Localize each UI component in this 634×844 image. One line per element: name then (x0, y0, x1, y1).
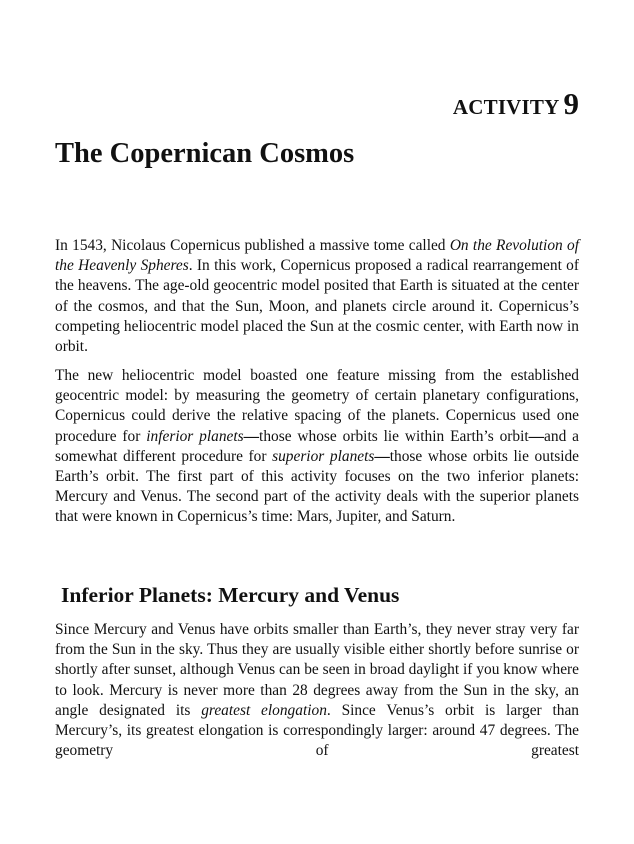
text-run: . In this work, Copernicus proposed a radical rearrangement of the heavens. The age-old geocentric model posited that Earth is situated at the center of the cosmos, and that the Sun, Moon, and planets circle around it. Copernicus’s competing heliocentric model placed the Sun at the cosmic center, with Earth now in orbit. (55, 257, 579, 356)
text-run: The new heliocentric model boasted one feature missing from the established geocentric model: by measuring the geometry of certain planetary configurations, Copernicus could derive the relative spacing of the planets. Copernicus used one procedure for (55, 367, 579, 445)
term-superior-planets: superior planets (272, 447, 375, 465)
text-run: Since Mercury and Venus have orbits smaller than Earth’s, they never stray very far from the Sun in the sky. Thus they are usually visible either shortly before sunrise or shortly after sunset, although Venus can be seen in broad daylight if you know where to look. Mercury is never more than 28 degrees away from the Sun in the sky, an angle designated its (55, 621, 579, 719)
em-dash: — (528, 427, 545, 445)
em-dash: — (374, 447, 390, 465)
book-title: On the Revolution of the Heavenly Spheres (55, 237, 579, 275)
text-run: those whose orbits lie outside Earth’s orbit. The first part of this activity focuses on the two inferior planets: Mercury and Venus. The second part of the activity deals with the superior planets that were known in Copernicus’s time: Mars, Jupiter, and Saturn. (55, 447, 580, 526)
term-inferior-planets: inferior planets (146, 427, 244, 445)
activity-number: 9 (563, 86, 579, 121)
section-paragraph (55, 620, 579, 761)
heliocentric-paragraph (55, 366, 579, 528)
text-run: and a somewhat different procedure for (55, 427, 579, 465)
text-run: those whose orbits lie within Earth’s orbit (259, 427, 529, 445)
intro-paragraph (55, 236, 579, 357)
activity-word: ACTIVITY (452, 95, 560, 119)
activity-label (453, 86, 579, 122)
text-run: In 1543, Nicolaus Copernicus published a massive tome called (55, 237, 450, 254)
term-greatest-elongation: greatest elongation (201, 701, 327, 719)
section-heading: Inferior Planets: Mercury and Venus (61, 583, 400, 607)
em-dash: — (243, 427, 260, 445)
text-run: . Since Venus’s orbit is larger than Mercury’s, its greatest elongation is correspondingly larger: around 47 degrees. The geometry of greatest (55, 701, 579, 760)
chapter-title: The Copernican Cosmos (55, 138, 355, 169)
